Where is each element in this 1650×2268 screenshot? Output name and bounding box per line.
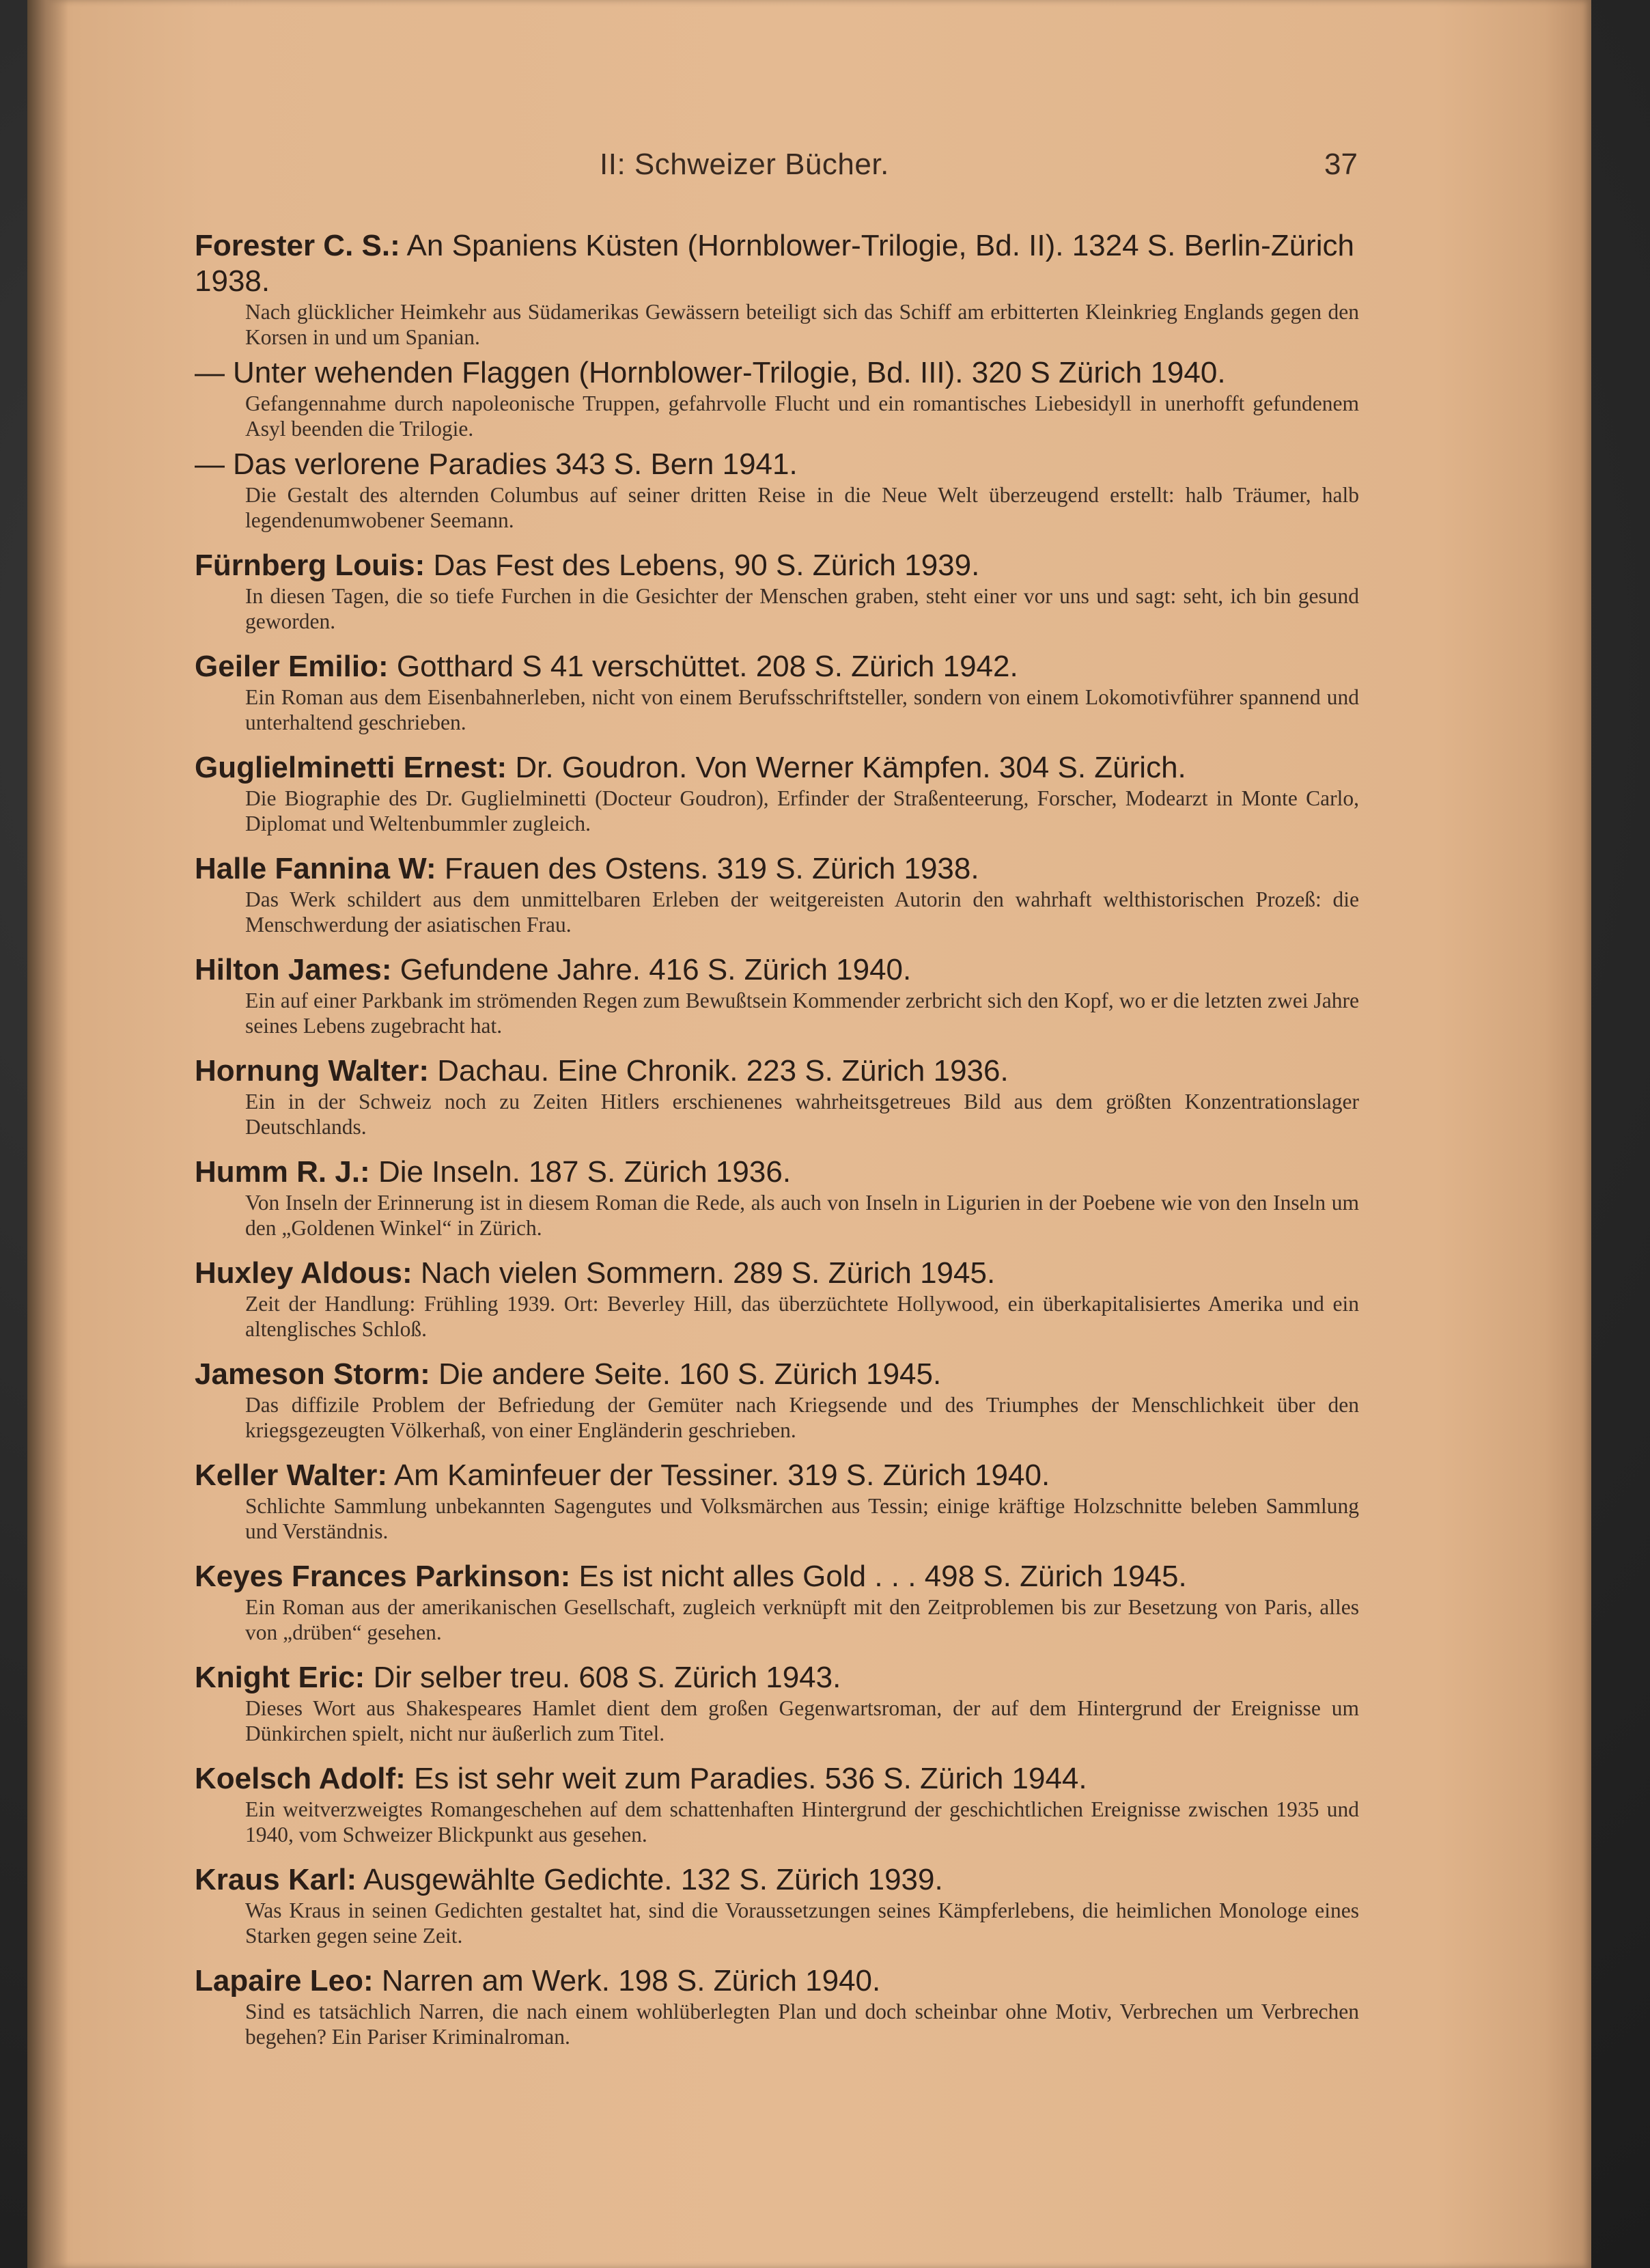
entry-description: Die Gestalt des alternden Columbus auf seiner dritten Reise in die Neue Welt überzeugend erstellt: halb Träumer, halb legendenumwobener Seemann.: [245, 483, 1359, 532]
entry-description: Ein Roman aus der amerikanischen Gesellschaft, zugleich verknüpft mit den Zeitproblemen bis zur Besetzung von Paris, alles von „drüben“ gesehen.: [245, 1595, 1359, 1644]
entry-title: Frauen des Ostens. 319 S. Zürich 1938.: [444, 852, 979, 885]
entry-title: Das verlorene Paradies 343 S. Bern 1941.: [233, 447, 798, 481]
entry-description: Zeit der Handlung: Frühling 1939. Ort: Beverley Hill, das überzüchtete Hollywood, ein überkapitalisiertes Amerika und ein altenglisches Schloß.: [245, 1292, 1359, 1341]
entry-author: Fürnberg Louis:: [195, 549, 425, 582]
entry-title: Es ist nicht alles Gold . . . 498 S. Zürich 1945.: [578, 1560, 1187, 1593]
entry-title: Dachau. Eine Chronik. 223 S. Zürich 1936.: [437, 1054, 1009, 1088]
entry-description: Ein Roman aus dem Eisenbahnerleben, nicht von einem Berufsschriftsteller, sondern von einem Lokomotivführer spannend und unterhaltend geschrieben.: [245, 685, 1359, 734]
entry-keller: [195, 1458, 1359, 1544]
entry-author: Koelsch Adolf:: [195, 1762, 406, 1795]
entry-author: Jameson Storm:: [195, 1357, 430, 1391]
entry-kraus: [195, 1862, 1359, 1948]
entry-author: Kraus Karl:: [195, 1863, 357, 1896]
entry-title: Gefundene Jahre. 416 S. Zürich 1940.: [400, 953, 912, 986]
entry-author: Keller Walter:: [195, 1458, 388, 1492]
entry-title: Dir selber treu. 608 S. Zürich 1943.: [373, 1661, 841, 1694]
page-number: 37: [1324, 148, 1358, 181]
entry-description: Von Inseln der Erinnerung ist in diesem Roman die Rede, als auch von Inseln in Ligurien in der Poebene wie von den Inseln um den „Goldenen Winkel“ in Zürich.: [245, 1191, 1359, 1240]
entry-title: Gotthard S 41 verschüttet. 208 S. Zürich 1942.: [396, 650, 1018, 683]
entry-lapaire: [195, 1963, 1359, 2049]
entry-title: An Spaniens Küsten (Hornblower-Trilogie, Bd. II). 1324 S. Berlin-Zürich 1938.: [195, 229, 1354, 298]
ditto-dash: —: [195, 447, 225, 481]
entry-description: Ein in der Schweiz noch zu Zeiten Hitlers erschienenes wahrheitsgetreues Bild aus dem größten Konzentrationslager Deutschlands.: [245, 1090, 1359, 1139]
entry-jameson: [195, 1357, 1359, 1443]
entry-humm: [195, 1154, 1359, 1241]
entry-description: Das Werk schildert aus dem unmittelbaren Erleben der weitgereisten Autorin den wahrhaft welthistorischen Prozeß: die Menschwerdung der asiatischen Frau.: [245, 887, 1359, 937]
running-title: II: Schweizer Bücher.: [600, 148, 889, 181]
entry-description: Nach glücklicher Heimkehr aus Südamerikas Gewässern beteiligt sich das Schiff am erbitterten Kleinkrieg Englands gegen den Korsen in und um Spanian.: [245, 300, 1359, 349]
entry-keyes: [195, 1559, 1359, 1645]
entry-description: Ein auf einer Parkbank im strömenden Regen zum Bewußtsein Kommender zerbricht sich den Kopf, wo er die letzten zwei Jahre seines Lebens zugebracht hat.: [245, 988, 1359, 1038]
entry-author: Halle Fannina W:: [195, 852, 436, 885]
entry-geiler: [195, 649, 1359, 735]
entry-description: Dieses Wort aus Shakespeares Hamlet dient dem großen Gegenwartsroman, der auf dem Hintergrund der Ereignisse um Dünkirchen spielt, nicht nur äußerlich zum Titel.: [245, 1696, 1359, 1745]
entry-author: Hornung Walter:: [195, 1054, 429, 1088]
entry-hilton: [195, 952, 1359, 1038]
entry-title: Am Kaminfeuer der Tessiner. 319 S. Zürich 1940.: [393, 1458, 1050, 1492]
entry-halle: [195, 851, 1359, 937]
entry-fuernberg: [195, 548, 1359, 634]
entry-description: Ein weitverzweigtes Romangeschehen auf dem schattenhaften Hintergrund der geschichtlichen Ereignisse zwischen 1935 und 1940, vom Schweizer Blickpunkt aus gesehen.: [245, 1797, 1359, 1847]
entry-description: Die Biographie des Dr. Guglielminetti (Docteur Goudron), Erfinder der Straßenteerung, Forscher, Modearzt in Monte Carlo, Diplomat und Weltenbummler zugleich.: [245, 786, 1359, 835]
entry-description: Schlichte Sammlung unbekannten Sagengutes und Volksmärchen aus Tessin; einige kräftige Holzschnitte beleben Sammlung und Verständnis.: [245, 1494, 1359, 1543]
entry-author: Humm R. J.:: [195, 1155, 370, 1189]
entry-author: Hilton James:: [195, 953, 392, 986]
entry-title: Die Inseln. 187 S. Zürich 1936.: [378, 1155, 792, 1189]
entry-author: Geiler Emilio:: [195, 650, 389, 683]
entry-description: Was Kraus in seinen Gedichten gestaltet hat, sind die Voraussetzungen seines Kämpferlebens, die heimlichen Monologe eines Starken gegen seine Zeit.: [245, 1898, 1359, 1948]
entry-description: In diesen Tagen, die so tiefe Furchen in die Gesichter der Menschen graben, steht einer vor uns und sagt: seht, ich bin gesund geworden.: [245, 584, 1359, 633]
entry-title: Nach vielen Sommern. 289 S. Zürich 1945.: [420, 1256, 996, 1290]
entry-author: Lapaire Leo:: [195, 1964, 374, 1997]
entry-title: Narren am Werk. 198 S. Zürich 1940.: [381, 1964, 881, 1997]
entry-title: Das Fest des Lebens, 90 S. Zürich 1939.: [433, 549, 980, 582]
entry-forester: [195, 228, 1359, 533]
ditto-dash: —: [195, 356, 225, 389]
entry-hornung: [195, 1053, 1359, 1139]
entry-description: Sind es tatsächlich Narren, die nach einem wohlüberlegten Plan und doch scheinbar ohne Motiv, Verbrechen um Verbrechen begehen? Ein Pariser Kriminalroman.: [245, 2000, 1359, 2049]
entry-title: Die andere Seite. 160 S. Zürich 1945.: [438, 1357, 942, 1391]
entry-author: Guglielminetti Ernest:: [195, 751, 507, 784]
entry-author: Forester C. S.:: [195, 229, 400, 262]
entry-author: Huxley Aldous:: [195, 1256, 412, 1290]
entry-title: Es ist sehr weit zum Paradies. 536 S. Zürich 1944.: [414, 1762, 1087, 1795]
entry-title: Ausgewählte Gedichte. 132 S. Zürich 1939.: [363, 1863, 943, 1896]
entry-huxley: [195, 1256, 1359, 1342]
page-gutter: [27, 0, 68, 2268]
bibliography-list: [195, 228, 1359, 2064]
entry-knight: [195, 1660, 1359, 1746]
entry-author: Keyes Frances Parkinson:: [195, 1560, 571, 1593]
running-head: [190, 148, 1358, 195]
entry-author: Knight Eric:: [195, 1661, 365, 1694]
entry-description: Gefangennahme durch napoleonische Truppen, gefahrvolle Flucht und ein romantisches Liebesidyll in unerhofft gefundenem Asyl beenden die Trilogie.: [245, 391, 1359, 441]
entry-description: Das diffizile Problem der Befriedung der Gemüter nach Kriegsende und des Triumphes der Menschlichkeit über den kriegsgezeugten Völkerhaß, von einer Engländerin geschrieben.: [245, 1393, 1359, 1442]
entry-title: Dr. Goudron. Von Werner Kämpfen. 304 S. Zürich.: [515, 751, 1186, 784]
entry-title: Unter wehenden Flaggen (Hornblower-Trilogie, Bd. III). 320 S Zürich 1940.: [233, 356, 1226, 389]
entry-guglielminetti: [195, 750, 1359, 836]
entry-koelsch: [195, 1761, 1359, 1847]
